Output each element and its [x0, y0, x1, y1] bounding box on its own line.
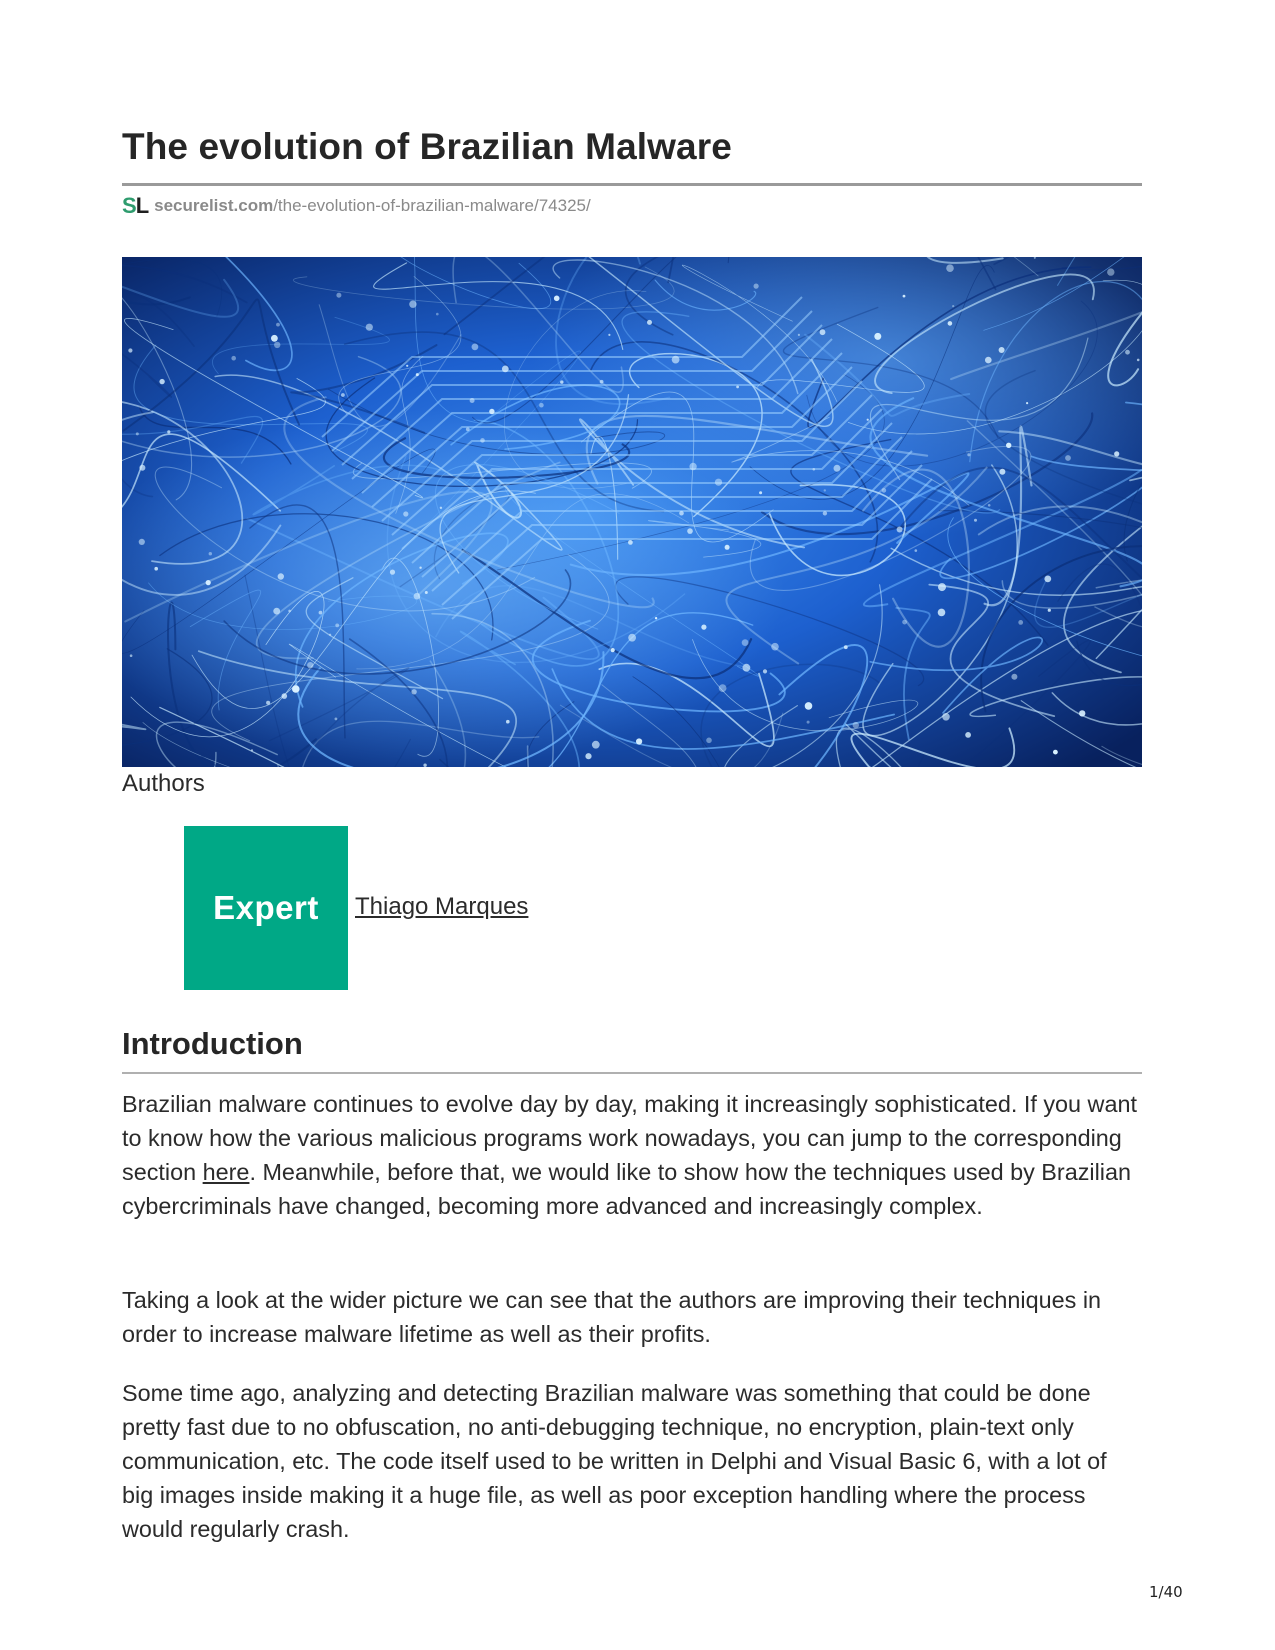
light-dot [679, 511, 684, 516]
light-dot [636, 738, 642, 744]
light-dot [715, 479, 722, 486]
light-dot [403, 511, 408, 516]
light-dot [502, 366, 509, 373]
light-dot [292, 685, 300, 693]
light-dot [897, 527, 903, 533]
paragraph-intro: Brazilian malware continues to evolve day by day, making it increasingly sophisticated. If you want to know how the various malicious programs work nowadays, you can jump to the corresponding section here. Meanwhile, before that, we would like to show how the techniques used by Brazilian cybercriminals have changed, becoming more advanced and increasingly complex. [122, 1091, 1137, 1219]
light-dot [329, 634, 331, 636]
light-dot [1114, 451, 1119, 456]
light-dot [942, 713, 950, 721]
light-dot [231, 356, 236, 361]
expert-badge [184, 826, 348, 990]
light-dot [867, 419, 869, 421]
light-dot [209, 552, 212, 555]
light-dot [273, 608, 280, 615]
section-divider [122, 1072, 1142, 1074]
light-dot [1011, 674, 1017, 680]
light-dot [335, 624, 339, 628]
light-dot [470, 398, 475, 403]
light-dot [406, 365, 408, 367]
light-dot [853, 722, 859, 728]
paragraph-wider-picture: Taking a look at the wider picture we can see that the authors are improving their techniques in order to increase malware lifetime as well as their profits. [122, 1287, 1102, 1347]
expert-badge-text: Expert [213, 889, 319, 926]
light-dot [416, 373, 419, 376]
light-dot [1006, 443, 1011, 448]
light-dot [608, 334, 610, 336]
light-dot [278, 573, 284, 579]
light-dot [988, 504, 991, 507]
light-dot [824, 489, 826, 491]
light-dot [489, 409, 494, 414]
light-dot [554, 296, 560, 302]
page-title: The evolution of Brazilian Malware [122, 126, 732, 167]
light-dot [1125, 350, 1130, 355]
light-dot [335, 718, 338, 721]
light-dot [139, 465, 145, 471]
light-dot [440, 507, 442, 509]
light-dot [436, 313, 439, 316]
light-dot [419, 567, 421, 569]
page-number: 1/40 [1149, 1583, 1183, 1601]
light-dot [763, 669, 767, 673]
light-dot [706, 738, 712, 744]
light-dot [743, 664, 751, 672]
light-dot [341, 393, 345, 397]
light-dot [271, 335, 278, 342]
light-dot [251, 749, 253, 751]
light-dot [813, 468, 816, 471]
light-dot [915, 549, 918, 552]
light-dot [798, 334, 800, 336]
light-dot [466, 427, 470, 431]
light-dot [946, 264, 954, 272]
light-dot [282, 693, 288, 699]
light-dot [655, 617, 657, 619]
light-dot [844, 645, 848, 649]
light-dot [336, 293, 341, 298]
light-dot [539, 403, 544, 408]
light-dot [742, 639, 749, 646]
light-dot [130, 654, 133, 657]
light-dot [409, 301, 416, 308]
light-dot [1026, 402, 1028, 404]
light-dot [600, 380, 604, 384]
light-dot [139, 539, 145, 545]
light-dot [687, 528, 693, 534]
source-line [122, 193, 591, 219]
light-dot [366, 324, 373, 331]
light-dot [1065, 455, 1071, 461]
light-dot [266, 701, 270, 705]
light-dot [414, 593, 421, 600]
light-dot [154, 567, 158, 571]
light-dot [1079, 710, 1085, 716]
light-dot [999, 469, 1005, 475]
light-dot [307, 662, 313, 668]
light-dot [805, 702, 813, 710]
light-dot [425, 591, 428, 594]
source-domain[interactable]: securelist.com [154, 196, 274, 215]
light-dot [423, 764, 426, 767]
title-divider [122, 183, 1142, 186]
light-dot [480, 438, 485, 443]
here-link[interactable]: here [202, 1159, 250, 1185]
securelist-logo-icon: SL [122, 193, 149, 218]
authors-label: Authors [122, 770, 205, 797]
circuit-board-image [122, 257, 1142, 767]
light-dot [967, 453, 970, 456]
light-dot [1053, 750, 1058, 755]
light-dot [974, 519, 977, 522]
paragraph-history: Some time ago, analyzing and detecting Brazilian malware was something that could be done pretty fast due to no obfuscation, no anti-debugging technique, no encryption, plain-text only communication, etc. The code itself used to be written in Delphi and Visual Basic 6, with a lot of big images inside making it a huge file, as well as poor exception handling where the process would regularly crash. [122, 1380, 1107, 1542]
light-dot [1048, 609, 1051, 612]
light-dot [472, 344, 479, 351]
light-dot [754, 284, 759, 289]
light-dot [759, 491, 762, 494]
light-dot [719, 684, 727, 692]
light-dot [874, 333, 881, 340]
light-dot [560, 380, 563, 383]
light-dot [1137, 359, 1140, 362]
light-dot [319, 611, 323, 615]
light-dot [585, 753, 591, 759]
light-dot [985, 357, 992, 364]
light-dot [592, 741, 600, 749]
light-dot [736, 386, 739, 389]
light-dot [823, 511, 827, 515]
section-heading: Introduction [122, 1026, 303, 1061]
light-dot [288, 610, 291, 613]
light-dot [611, 648, 615, 652]
hero-image [122, 257, 1142, 767]
light-dot [136, 432, 139, 435]
light-dot [952, 305, 954, 307]
light-dot [1107, 268, 1114, 275]
light-dot [274, 342, 280, 348]
light-dot [647, 320, 652, 325]
light-dot [834, 465, 841, 472]
light-dot [725, 545, 730, 550]
light-dot [903, 295, 906, 298]
light-dot [902, 620, 907, 625]
light-dot [159, 379, 164, 384]
light-dot [882, 488, 887, 493]
light-dot [167, 430, 170, 433]
light-dot [411, 689, 416, 694]
light-dot [672, 356, 680, 364]
light-dot [506, 720, 510, 724]
source-path[interactable]: /the-evolution-of-brazilian-malware/74325/ [273, 196, 591, 215]
author-link[interactable]: Thiago Marques [355, 893, 529, 920]
light-dot [938, 609, 946, 617]
light-dot [701, 625, 706, 630]
light-dot [390, 570, 395, 575]
light-dot [938, 583, 946, 591]
light-dot [771, 643, 779, 651]
light-dot [1044, 576, 1051, 583]
light-dot [1018, 620, 1023, 625]
light-dot [820, 329, 826, 335]
light-dot [807, 721, 810, 724]
light-dot [128, 348, 132, 352]
light-dot [628, 634, 636, 642]
light-dot [628, 540, 633, 545]
light-dot [206, 580, 211, 585]
light-dot [965, 732, 971, 738]
light-dot [689, 463, 696, 470]
light-dot [948, 321, 953, 326]
light-dot [276, 323, 280, 327]
light-dot [999, 347, 1005, 353]
